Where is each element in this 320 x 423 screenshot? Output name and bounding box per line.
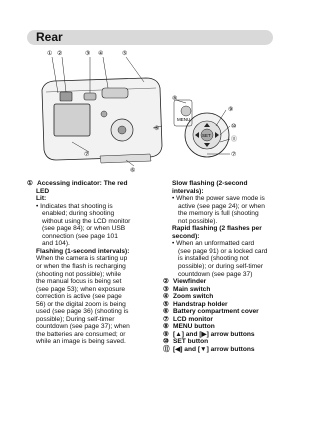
flashing-line-12: while an image is being saved. — [36, 338, 126, 346]
callout-8: ⑧ — [172, 96, 178, 102]
callout-3: ③ — [85, 51, 91, 57]
list-item: ④ Zoom switch — [163, 293, 214, 301]
callout-1: ① — [47, 51, 53, 57]
rapid-line-5: countdown (see page 37) — [178, 270, 253, 278]
slow-line-4: not possible). — [178, 217, 218, 225]
callout-9: ⑨ — [228, 107, 234, 113]
callout-4: ④ — [98, 51, 104, 57]
flashing-line-7: 56) or the digital zoom is being — [36, 300, 126, 308]
lit-line-5: connection (see page 101 — [42, 232, 118, 240]
slow-label: Slow flashing (2-second — [172, 180, 248, 187]
viewfinder — [60, 92, 72, 101]
callout-6b: ⑥ — [130, 168, 136, 174]
list-item: ⑤ Handstrap holder — [163, 300, 228, 308]
menu-label: MENU — [177, 117, 191, 122]
left-column — [27, 180, 157, 346]
flashing-label: Flashing (1-second intervals): — [36, 247, 130, 255]
main-switch — [84, 93, 96, 100]
lit-line-4: (see page 84); or when USB — [42, 225, 126, 233]
list-item: ⑧ MENU button — [163, 323, 215, 331]
rapid-line-2: (see page 91) or a locked card — [178, 247, 268, 255]
lit-label: Lit: — [36, 195, 47, 203]
rapid-bullet: • When an unformatted card — [172, 240, 255, 248]
flashing-line-3: (shooting not possible); while — [36, 270, 122, 278]
item-1-title: Accessing indicator: The red — [37, 180, 128, 187]
item-1-title-cont: LED — [36, 187, 50, 195]
flashing-line-2: or when the flash is recharging — [36, 263, 126, 271]
lcd-monitor — [54, 104, 90, 136]
callout-7b: ⑦ — [231, 152, 237, 158]
lit-line-6: and 104). — [42, 240, 70, 248]
rapid-line-3: is installed (shooting not — [178, 255, 249, 263]
zoom-switch — [102, 88, 128, 98]
control-pad-detail — [174, 100, 229, 157]
callout-2: ② — [57, 51, 63, 57]
item-1-number: ① — [27, 180, 33, 187]
lit-bullet: • Indicates that shooting is — [36, 202, 113, 210]
flashing-line-4: the manual focus is being set — [36, 278, 122, 286]
lit-line-3: without using the LCD monitor — [42, 217, 131, 225]
list-item: ② Viewfinder — [163, 278, 207, 286]
list-item: ⑩ SET button — [163, 338, 209, 346]
right-column — [163, 180, 283, 354]
slow-line-3: the memory is full (shooting — [178, 210, 259, 218]
list-item: ⑨ [▲] and [▶] arrow buttons — [163, 330, 255, 338]
rapid-label-cont: second): — [172, 232, 200, 240]
section-header-bar — [27, 30, 273, 45]
camera-rear-diagram — [26, 48, 276, 178]
list-item: ⑪ [◀] and [▼] arrow buttons — [163, 346, 255, 354]
list-item: ⑦ LCD monitor — [163, 315, 213, 323]
callout-5: ⑤ — [122, 51, 128, 57]
slow-bullet: • When the power save mode is — [172, 195, 265, 203]
flashing-line-1: When the camera is starting up — [36, 255, 128, 263]
set-label: SET — [202, 133, 211, 138]
rapid-line-4: possible); or during self-timer — [178, 263, 264, 271]
slow-label-cont: intervals): — [172, 187, 204, 195]
flashing-line-9: possible); During self-timer — [36, 315, 115, 323]
list-item: ③ Main switch — [163, 285, 211, 293]
flashing-line-8: used (see page 36) (shooting is — [36, 308, 129, 316]
flashing-line-6: correction is active (see page — [36, 293, 122, 301]
slow-line-2: active (see page 24); or when — [178, 202, 265, 210]
callout-11: ⑪ — [231, 137, 238, 143]
callout-10: ⑩ — [231, 124, 237, 130]
rapid-label: Rapid flashing (2 flashes per — [172, 225, 262, 233]
callout-6: ⑥ — [154, 126, 160, 132]
flashing-line-5: (see page 53); when exposure — [36, 285, 126, 293]
flashing-line-10: countdown (see page 37); when — [36, 323, 130, 331]
flashing-line-11: the batteries are consumed; or — [36, 330, 126, 338]
section-title: Rear — [36, 30, 63, 44]
list-item: ⑥ Battery compartment cover — [163, 308, 259, 316]
lit-line-2: enabled; during shooting — [42, 210, 115, 218]
callout-7: ⑦ — [84, 152, 90, 158]
